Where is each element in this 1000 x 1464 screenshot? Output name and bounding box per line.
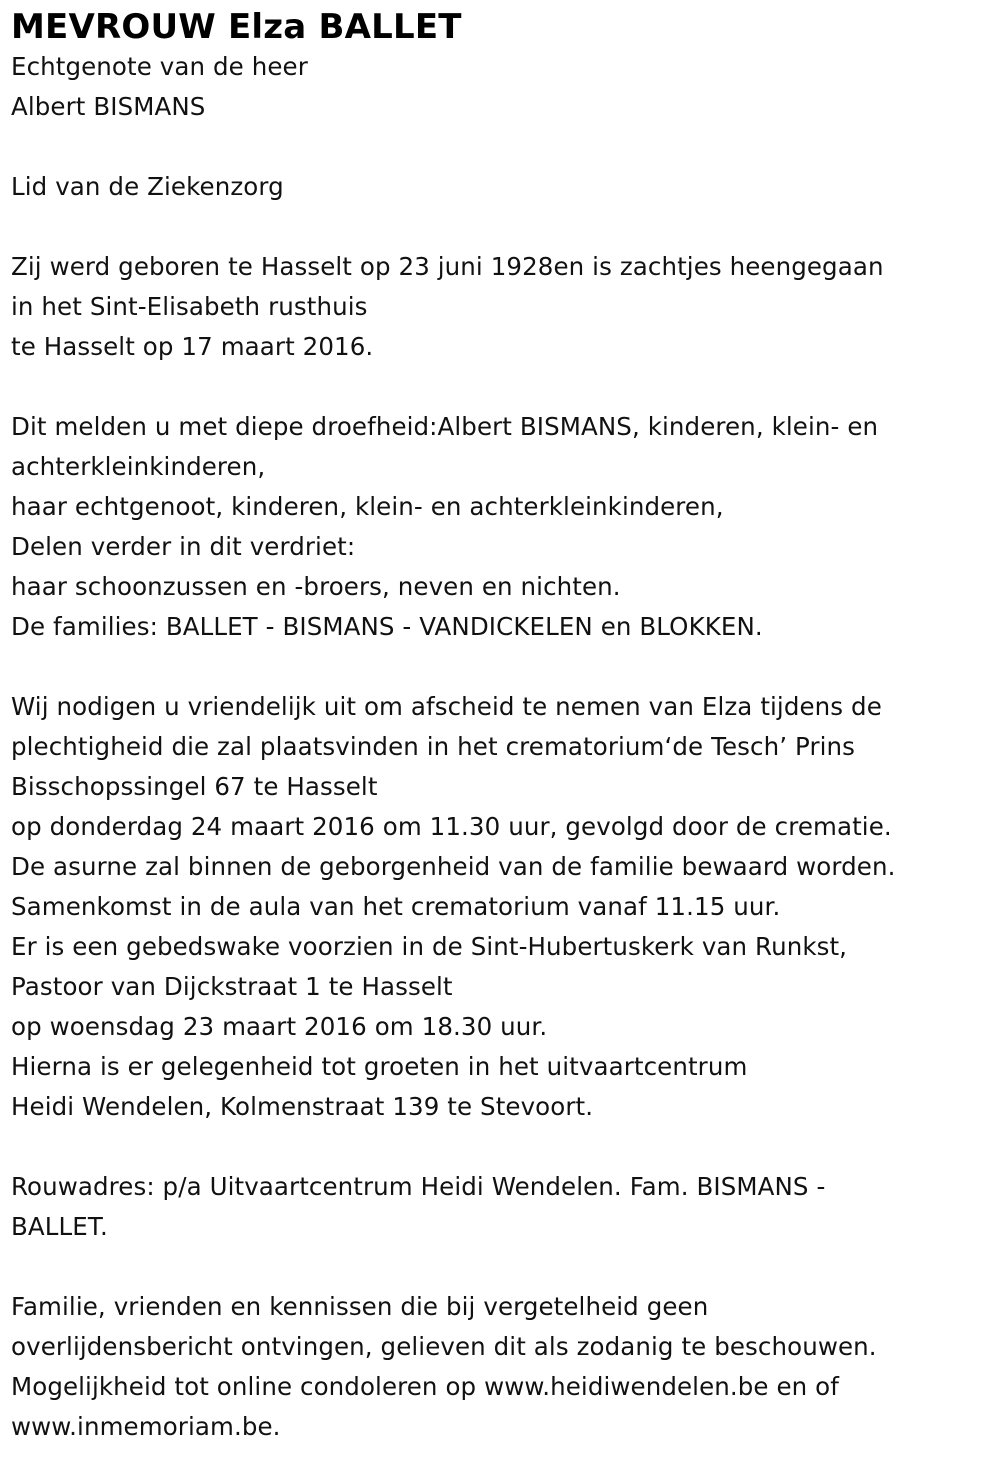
paragraph-mourning-address (11, 1167, 996, 1247)
spacer (11, 1127, 996, 1167)
text-line: Delen verder in dit verdriet: (11, 532, 356, 561)
spacer (11, 367, 996, 407)
text-line: achterkleinkinderen, (11, 452, 266, 481)
text-line: Wij nodigen u vriendelijk uit om afscheid te nemen van Elza tijdens de (11, 692, 882, 721)
paragraph-ceremony (11, 687, 996, 1127)
spacer (11, 127, 996, 167)
text-line: Heidi Wendelen, Kolmenstraat 139 te Stevoort. (11, 1092, 594, 1121)
obituary-document (11, 0, 996, 1447)
text-line: plechtigheid die zal plaatsvinden in het crematorium‘de Tesch’ Prins (11, 732, 856, 761)
text-line: in het Sint-Elisabeth rusthuis (11, 292, 368, 321)
page-title: MEVROUW Elza BALLET (11, 7, 462, 47)
text-line: Echtgenote van de heer (11, 52, 308, 81)
text-line: Bisschopssingel 67 te Hasselt (11, 772, 378, 801)
text-line: Albert BISMANS (11, 92, 206, 121)
text-line: Rouwadres: p/a Uitvaartcentrum Heidi Wendelen. Fam. BISMANS - (11, 1172, 826, 1201)
text-line: op donderdag 24 maart 2016 om 11.30 uur, gevolgd door de crematie. (11, 812, 892, 841)
text-line: overlijdensbericht ontvingen, gelieven dit als zodanig te beschouwen. (11, 1332, 877, 1361)
text-line: BALLET. (11, 1212, 108, 1241)
text-line: Dit melden u met diepe droefheid:Albert BISMANS, kinderen, klein- en (11, 412, 879, 441)
text-line: De families: BALLET - BISMANS - VANDICKELEN en BLOKKEN. (11, 612, 763, 641)
paragraph-membership (11, 167, 996, 207)
text-line: haar schoonzussen en -broers, neven en nichten. (11, 572, 621, 601)
text-line: haar echtgenoot, kinderen, klein- en achterkleinkinderen, (11, 492, 724, 521)
spacer (11, 647, 996, 687)
text-line: Lid van de Ziekenzorg (11, 172, 284, 201)
text-line: Samenkomst in de aula van het crematorium vanaf 11.15 uur. (11, 892, 781, 921)
paragraph-announcement (11, 407, 996, 647)
text-line: Er is een gebedswake voorzien in de Sint-Hubertuskerk van Runkst, (11, 932, 848, 961)
text-line: De asurne zal binnen de geborgenheid van de familie bewaard worden. (11, 852, 896, 881)
spacer (11, 207, 996, 247)
text-line: Hierna is er gelegenheid tot groeten in het uitvaartcentrum (11, 1052, 748, 1081)
spacer (11, 1247, 996, 1287)
text-line: Familie, vrienden en kennissen die bij vergetelheid geen (11, 1292, 709, 1321)
paragraph-birth-death (11, 247, 996, 367)
text-line: Zij werd geboren te Hasselt op 23 juni 1928en is zachtjes heengegaan (11, 252, 884, 281)
text-line: op woensdag 23 maart 2016 om 18.30 uur. (11, 1012, 548, 1041)
paragraph-condolences (11, 1287, 996, 1447)
paragraph-spouse (11, 47, 996, 127)
text-line: Mogelijkheid tot online condoleren op www.heidiwendelen.be en of (11, 1372, 839, 1401)
text-line: www.inmemoriam.be. (11, 1412, 281, 1441)
text-line: te Hasselt op 17 maart 2016. (11, 332, 374, 361)
text-line: Pastoor van Dijckstraat 1 te Hasselt (11, 972, 453, 1001)
